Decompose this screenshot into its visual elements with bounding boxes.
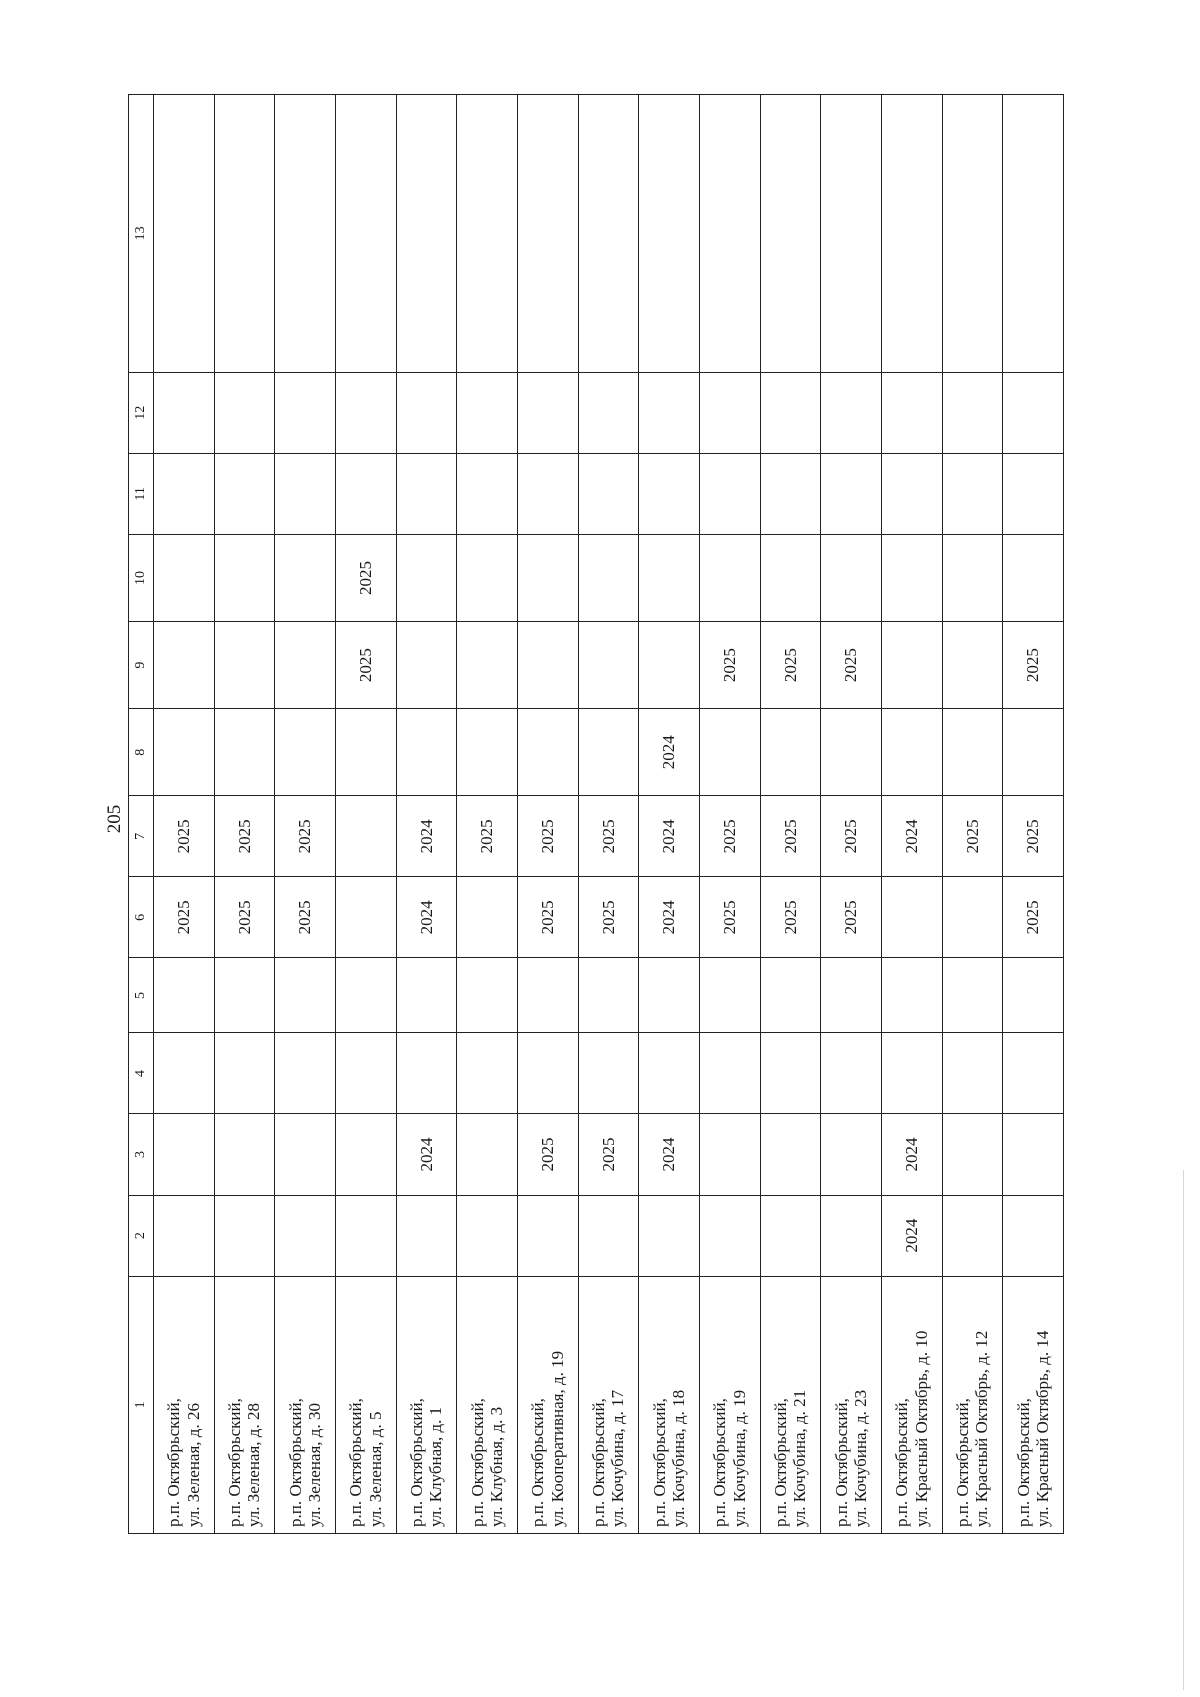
year-cell-col-10 [457, 534, 518, 621]
year-cell-col-7: 2025 [578, 796, 639, 877]
year-cell-col-4 [942, 1033, 1003, 1114]
year-cell-col-8 [154, 709, 215, 796]
year-cell-col-12 [942, 372, 1003, 453]
year-cell-col-3 [699, 1114, 760, 1195]
year-cell-col-7: 2025 [457, 796, 518, 877]
year-cell-col-8 [1003, 709, 1064, 796]
table-row [881, 95, 942, 1534]
address-cell [517, 1276, 578, 1533]
address-locality: р.п. Октябрьский, [952, 1398, 972, 1527]
table-row [821, 95, 882, 1534]
column-header-13: 13 [129, 95, 154, 373]
year-cell-col-11 [699, 453, 760, 534]
year-cell-col-9: 2025 [760, 622, 821, 709]
year-cell-col-10 [517, 534, 578, 621]
address-cell [760, 1276, 821, 1533]
year-cell-col-3 [214, 1114, 275, 1195]
year-cell-col-5 [275, 958, 336, 1033]
year-cell-col-3 [457, 1114, 518, 1195]
year-cell-col-6: 2025 [760, 877, 821, 958]
year-cell-col-12 [639, 372, 700, 453]
table-row [760, 95, 821, 1534]
year-cell-col-10 [275, 534, 336, 621]
year-cell-col-13 [881, 95, 942, 373]
address-street: ул. Красный Октябрь, д. 10 [911, 1330, 931, 1527]
year-cell-col-7: 2024 [881, 796, 942, 877]
year-cell-col-12 [214, 372, 275, 453]
year-cell-col-4 [396, 1033, 457, 1114]
address-cell [214, 1276, 275, 1533]
year-cell-col-12 [760, 372, 821, 453]
year-cell-col-5 [578, 958, 639, 1033]
table-row [517, 95, 578, 1534]
year-cell-col-11 [578, 453, 639, 534]
year-cell-col-2 [578, 1195, 639, 1276]
year-cell-col-5 [457, 958, 518, 1033]
year-cell-col-4 [699, 1033, 760, 1114]
year-cell-col-10 [639, 534, 700, 621]
year-cell-col-5 [517, 958, 578, 1033]
year-cell-col-13 [214, 95, 275, 373]
year-cell-col-12 [578, 372, 639, 453]
year-cell-col-13 [457, 95, 518, 373]
year-cell-col-9: 2025 [1003, 622, 1064, 709]
year-cell-col-12 [335, 372, 396, 453]
year-cell-col-7: 2025 [821, 796, 882, 877]
column-header-5: 5 [129, 958, 154, 1033]
year-cell-col-11 [214, 453, 275, 534]
year-cell-col-7 [335, 796, 396, 877]
year-cell-col-4 [214, 1033, 275, 1114]
column-header-1: 1 [129, 1276, 154, 1533]
year-cell-col-11 [457, 453, 518, 534]
scan-edge-line [1183, 1170, 1184, 1690]
year-cell-col-10 [942, 534, 1003, 621]
address-street: ул. Зеленая, д. 26 [183, 1403, 203, 1527]
address-cell [335, 1276, 396, 1533]
year-cell-col-8 [214, 709, 275, 796]
year-cell-col-2: 2024 [881, 1195, 942, 1276]
address-cell [639, 1276, 700, 1533]
year-cell-col-12 [517, 372, 578, 453]
address-street: ул. Зеленая, д. 30 [305, 1403, 325, 1527]
address-street: ул. Кочубина, д. 17 [608, 1389, 628, 1527]
address-locality: р.п. Октябрьский, [710, 1398, 730, 1527]
year-cell-col-5 [214, 958, 275, 1033]
year-cell-col-11 [760, 453, 821, 534]
year-cell-col-3 [760, 1114, 821, 1195]
year-cell-col-9 [639, 622, 700, 709]
column-header-2: 2 [129, 1195, 154, 1276]
year-cell-col-10 [578, 534, 639, 621]
year-cell-col-10 [396, 534, 457, 621]
year-cell-col-11 [821, 453, 882, 534]
year-cell-col-13 [396, 95, 457, 373]
year-cell-col-11 [396, 453, 457, 534]
year-cell-col-13 [578, 95, 639, 373]
year-cell-col-4 [639, 1033, 700, 1114]
table-row [699, 95, 760, 1534]
address-street: ул. Зеленая, д. 28 [244, 1403, 264, 1527]
year-cell-col-3 [821, 1114, 882, 1195]
year-cell-col-5 [699, 958, 760, 1033]
address-cell [942, 1276, 1003, 1533]
year-cell-col-9 [154, 622, 215, 709]
address-cell [881, 1276, 942, 1533]
year-cell-col-6: 2025 [154, 877, 215, 958]
address-locality: р.п. Октябрьский, [467, 1398, 487, 1527]
year-cell-col-6: 2024 [639, 877, 700, 958]
year-cell-col-9: 2025 [335, 622, 396, 709]
year-cell-col-2 [517, 1195, 578, 1276]
year-cell-col-9 [457, 622, 518, 709]
year-cell-col-10 [760, 534, 821, 621]
schedule-table [128, 94, 1064, 1534]
year-cell-col-12 [154, 372, 215, 453]
year-cell-col-3: 2025 [578, 1114, 639, 1195]
column-header-11: 11 [129, 453, 154, 534]
year-cell-col-2 [154, 1195, 215, 1276]
address-street: ул. Кооперативная, д. 19 [547, 1350, 567, 1527]
year-cell-col-3: 2024 [639, 1114, 700, 1195]
address-locality: р.п. Октябрьский, [649, 1398, 669, 1527]
year-cell-col-11 [154, 453, 215, 534]
address-street: ул. Кочубина, д. 23 [851, 1389, 871, 1527]
table-row [214, 95, 275, 1534]
year-cell-col-8 [517, 709, 578, 796]
year-cell-col-8 [457, 709, 518, 796]
year-cell-col-2 [1003, 1195, 1064, 1276]
year-cell-col-2 [214, 1195, 275, 1276]
year-cell-col-8: 2024 [639, 709, 700, 796]
address-street: ул. Зеленая, д. 5 [365, 1411, 385, 1527]
year-cell-col-8 [760, 709, 821, 796]
year-cell-col-2 [760, 1195, 821, 1276]
table-row [1003, 95, 1064, 1534]
year-cell-col-2 [821, 1195, 882, 1276]
year-cell-col-7: 2025 [275, 796, 336, 877]
address-locality: р.п. Октябрьский, [588, 1398, 608, 1527]
year-cell-col-12 [821, 372, 882, 453]
address-street: ул. Клубная, д. 3 [487, 1406, 507, 1527]
column-header-4: 4 [129, 1033, 154, 1114]
year-cell-col-9: 2025 [821, 622, 882, 709]
year-cell-col-4 [1003, 1033, 1064, 1114]
year-cell-col-5 [335, 958, 396, 1033]
year-cell-col-7: 2025 [1003, 796, 1064, 877]
year-cell-col-8 [881, 709, 942, 796]
year-cell-col-6 [942, 877, 1003, 958]
address-locality: р.п. Октябрьский, [224, 1398, 244, 1527]
year-cell-col-2 [396, 1195, 457, 1276]
year-cell-col-7: 2025 [154, 796, 215, 877]
year-cell-col-3: 2024 [396, 1114, 457, 1195]
address-cell [821, 1276, 882, 1533]
column-header-6: 6 [129, 877, 154, 958]
year-cell-col-10 [1003, 534, 1064, 621]
year-cell-col-6: 2025 [517, 877, 578, 958]
year-cell-col-13 [275, 95, 336, 373]
year-cell-col-6: 2025 [699, 877, 760, 958]
year-cell-col-6: 2025 [578, 877, 639, 958]
year-cell-col-5 [396, 958, 457, 1033]
address-cell [275, 1276, 336, 1533]
year-cell-col-4 [154, 1033, 215, 1114]
year-cell-col-4 [578, 1033, 639, 1114]
year-cell-col-3 [942, 1114, 1003, 1195]
year-cell-col-3: 2025 [517, 1114, 578, 1195]
year-cell-col-6: 2025 [821, 877, 882, 958]
table-row [639, 95, 700, 1534]
year-cell-col-9: 2025 [699, 622, 760, 709]
address-cell [154, 1276, 215, 1533]
year-cell-col-10 [881, 534, 942, 621]
year-cell-col-13 [942, 95, 1003, 373]
year-cell-col-9 [578, 622, 639, 709]
year-cell-col-13 [821, 95, 882, 373]
year-cell-col-12 [457, 372, 518, 453]
year-cell-col-3 [154, 1114, 215, 1195]
address-locality: р.п. Октябрьский, [164, 1398, 184, 1527]
year-cell-col-10 [154, 534, 215, 621]
address-street: ул. Клубная, д. 1 [426, 1406, 446, 1527]
year-cell-col-6 [457, 877, 518, 958]
year-cell-col-13 [154, 95, 215, 373]
year-cell-col-5 [154, 958, 215, 1033]
address-locality: р.п. Октябрьский, [770, 1398, 790, 1527]
table-row [942, 95, 1003, 1534]
year-cell-col-10 [699, 534, 760, 621]
year-cell-col-2 [335, 1195, 396, 1276]
year-cell-col-3 [1003, 1114, 1064, 1195]
year-cell-col-3 [335, 1114, 396, 1195]
column-header-7: 7 [129, 796, 154, 877]
year-cell-col-7: 2025 [517, 796, 578, 877]
year-cell-col-2 [639, 1195, 700, 1276]
address-street: ул. Кочубина, д. 21 [790, 1389, 810, 1527]
rotated-table-wrapper [128, 94, 1064, 1534]
year-cell-col-13 [760, 95, 821, 373]
year-cell-col-10 [821, 534, 882, 621]
column-header-10: 10 [129, 534, 154, 621]
year-cell-col-12 [699, 372, 760, 453]
table-row [154, 95, 215, 1534]
address-street: ул. Красный Октябрь, д. 12 [972, 1330, 992, 1527]
year-cell-col-10 [214, 534, 275, 621]
year-cell-col-5 [821, 958, 882, 1033]
table-row [335, 95, 396, 1534]
year-cell-col-3 [275, 1114, 336, 1195]
year-cell-col-7: 2025 [760, 796, 821, 877]
year-cell-col-13 [1003, 95, 1064, 373]
address-locality: р.п. Октябрьский, [346, 1398, 366, 1527]
year-cell-col-9 [881, 622, 942, 709]
year-cell-col-8 [699, 709, 760, 796]
year-cell-col-11 [881, 453, 942, 534]
year-cell-col-5 [942, 958, 1003, 1033]
year-cell-col-9 [942, 622, 1003, 709]
column-header-9: 9 [129, 622, 154, 709]
year-cell-col-7: 2025 [214, 796, 275, 877]
year-cell-col-5 [760, 958, 821, 1033]
page-number: 205 [104, 804, 125, 834]
year-cell-col-11 [517, 453, 578, 534]
table-row [275, 95, 336, 1534]
address-street: ул. Кочубина, д. 18 [669, 1389, 689, 1527]
address-locality: р.п. Октябрьский, [831, 1398, 851, 1527]
year-cell-col-12 [1003, 372, 1064, 453]
address-cell [578, 1276, 639, 1533]
year-cell-col-13 [517, 95, 578, 373]
year-cell-col-11 [639, 453, 700, 534]
year-cell-col-7: 2024 [396, 796, 457, 877]
year-cell-col-9 [275, 622, 336, 709]
address-locality: р.п. Октябрьский, [285, 1398, 305, 1527]
year-cell-col-4 [335, 1033, 396, 1114]
column-header-3: 3 [129, 1114, 154, 1195]
year-cell-col-8 [821, 709, 882, 796]
address-street: ул. Кочубина, д. 19 [729, 1389, 749, 1527]
address-locality: р.п. Октябрьский, [528, 1398, 548, 1527]
column-header-12: 12 [129, 372, 154, 453]
year-cell-col-12 [396, 372, 457, 453]
year-cell-col-9 [214, 622, 275, 709]
year-cell-col-4 [760, 1033, 821, 1114]
year-cell-col-12 [275, 372, 336, 453]
table-row [396, 95, 457, 1534]
year-cell-col-8 [578, 709, 639, 796]
address-cell [1003, 1276, 1064, 1533]
year-cell-col-5 [639, 958, 700, 1033]
year-cell-col-6: 2024 [396, 877, 457, 958]
year-cell-col-7: 2025 [942, 796, 1003, 877]
year-cell-col-4 [275, 1033, 336, 1114]
year-cell-col-11 [1003, 453, 1064, 534]
year-cell-col-7: 2024 [639, 796, 700, 877]
address-locality: р.п. Октябрьский, [892, 1398, 912, 1527]
year-cell-col-11 [275, 453, 336, 534]
year-cell-col-9 [396, 622, 457, 709]
address-cell [457, 1276, 518, 1533]
year-cell-col-8 [275, 709, 336, 796]
year-cell-col-11 [335, 453, 396, 534]
table-row [578, 95, 639, 1534]
year-cell-col-5 [1003, 958, 1064, 1033]
header-row [129, 95, 154, 1534]
year-cell-col-6: 2025 [214, 877, 275, 958]
year-cell-col-2 [457, 1195, 518, 1276]
year-cell-col-13 [639, 95, 700, 373]
year-cell-col-8 [396, 709, 457, 796]
table-row [457, 95, 518, 1534]
address-cell [396, 1276, 457, 1533]
year-cell-col-4 [881, 1033, 942, 1114]
year-cell-col-8 [335, 709, 396, 796]
year-cell-col-13 [699, 95, 760, 373]
column-header-8: 8 [129, 709, 154, 796]
year-cell-col-6 [335, 877, 396, 958]
address-cell [699, 1276, 760, 1533]
year-cell-col-5 [881, 958, 942, 1033]
year-cell-col-6: 2025 [275, 877, 336, 958]
year-cell-col-2 [699, 1195, 760, 1276]
year-cell-col-8 [942, 709, 1003, 796]
year-cell-col-7: 2025 [699, 796, 760, 877]
year-cell-col-4 [821, 1033, 882, 1114]
year-cell-col-9 [517, 622, 578, 709]
year-cell-col-3: 2024 [881, 1114, 942, 1195]
address-locality: р.п. Октябрьский, [406, 1398, 426, 1527]
year-cell-col-2 [275, 1195, 336, 1276]
year-cell-col-11 [942, 453, 1003, 534]
year-cell-col-6: 2025 [1003, 877, 1064, 958]
address-locality: р.п. Октябрьский, [1013, 1398, 1033, 1527]
table-body [154, 95, 1064, 1534]
year-cell-col-12 [881, 372, 942, 453]
year-cell-col-13 [335, 95, 396, 373]
year-cell-col-2 [942, 1195, 1003, 1276]
year-cell-col-10: 2025 [335, 534, 396, 621]
year-cell-col-4 [457, 1033, 518, 1114]
year-cell-col-6 [881, 877, 942, 958]
year-cell-col-4 [517, 1033, 578, 1114]
address-street: ул. Красный Октябрь, д. 14 [1033, 1330, 1053, 1527]
